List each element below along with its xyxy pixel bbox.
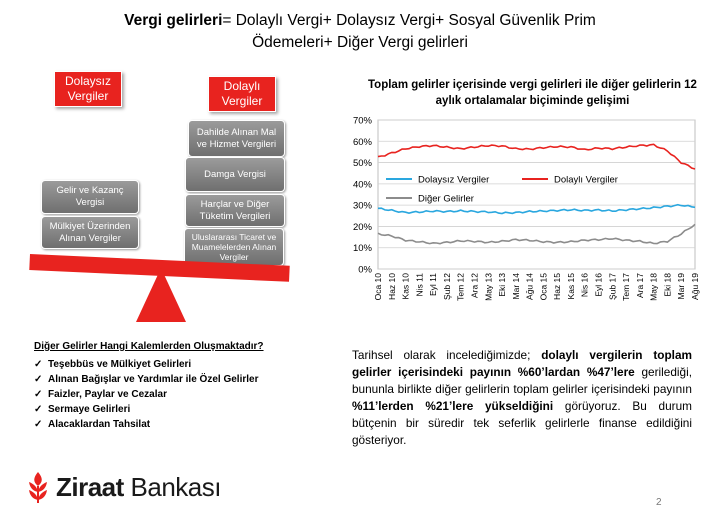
title-rest-line1: = Dolaylı Vergi+ Dolaysız Vergi+ Sosyal Güvenlik Prim [222,12,596,29]
ziraat-logo [26,470,221,504]
left-item-2-label: Mülkiyet Üzerinden Alınan Vergiler [49,220,131,244]
other-income-list [34,357,258,432]
para-text-1: Tarihsel olarak incelediğimizde; [352,348,542,362]
indirect-taxes-label: Dolaylı Vergiler [221,79,263,108]
right-item-2-label: Damga Vergisi [204,168,266,180]
logo-text-rest: Bankası [123,471,221,502]
x-tick-label: Oca 10 [373,273,383,301]
chart-title: Toplam gelirler içerisinde vergi gelirleri ile diğer gelirlerin 12 aylık ortalamalar biçiminde gelişimi [368,79,697,107]
right-item-2 [185,157,285,192]
x-tick-label: Kas 15 [565,273,576,300]
direct-taxes-label: Dolaysız Vergiler [64,74,111,103]
x-tick-label: Ara 12 [469,273,480,299]
check-icon: ✓ [34,404,43,415]
legend-label: Dolaylı Vergiler [554,174,618,186]
other-income-title: Diğer Gelirler Hangi Kalemlerden Oluşmaktadır? [34,341,264,352]
indirect-label-box-right [208,76,276,112]
para-text-3: görüyoruz. Bu durum bütçenin bir süredir tek seferlik gelirlerle finanse edildiğini gösteriyor. [352,399,692,447]
legend-label: Dolaysız Vergiler [418,174,490,186]
line-chart [340,108,705,323]
left-item-1 [41,180,139,214]
list-item [34,357,258,372]
list-item-label: Sermaye Gelirleri [48,404,131,415]
indirect-label-box-left [54,71,122,107]
x-tick-label: Ara 17 [634,273,645,299]
y-tick-label: 30% [352,200,372,212]
x-tick-label: Mar 19 [676,273,687,300]
x-tick-label: Şub 17 [607,273,618,300]
check-icon: ✓ [34,359,43,370]
x-tick-label: Nis 11 [414,273,425,297]
y-axis-ticks [353,116,373,276]
scale-fulcrum [136,268,186,322]
y-tick-label: 0% [358,264,372,276]
left-item-1-label: Gelir ve Kazanç Vergisi [56,185,124,208]
x-tick-label: Ağu 14 [524,273,535,300]
right-item-1-label: Dahilde Alınan Mal ve Hizmet Vergileri [196,126,277,150]
title-bold: Vergi gelirleri [124,12,223,29]
list-item [34,417,258,432]
para-bold-1: dolaylı vergilerin toplam gelirler içerisindeki payının %60’lardan %47’lere [352,348,693,379]
x-tick-label: Nis 16 [579,273,590,298]
x-tick-label: Haz 15 [552,273,563,300]
right-item-3-label: Harçlar ve Diğer Tüketim Vergileri [199,198,271,222]
series-line-0 [378,205,695,214]
series-line-1 [378,144,695,169]
x-tick-label: Mar 14 [510,273,521,300]
check-icon: ✓ [34,389,43,400]
x-tick-label: Eki 13 [497,273,508,297]
y-tick-label: 50% [352,158,372,170]
x-tick-label: Tem 17 [621,273,632,301]
wheat-emblem-icon [26,470,50,504]
left-item-2 [41,216,139,249]
x-tick-label: Eki 18 [662,273,673,297]
x-tick-label: Ağu 19 [690,273,700,300]
x-tick-label: Oca 15 [538,273,549,301]
x-tick-label: Tem 12 [455,273,466,301]
list-item-label: Alınan Bağışlar ve Yardımlar ile Özel Gelirler [48,374,259,385]
x-tick-label: May 18 [648,273,659,301]
list-item-label: Teşebbüs ve Mülkiyet Gelirleri [48,359,192,370]
chart-legend [386,175,618,205]
x-axis-ticks [373,273,700,301]
y-tick-label: 20% [352,221,372,233]
list-item [34,372,258,387]
y-tick-label: 10% [352,243,372,255]
y-tick-label: 70% [352,115,372,127]
x-tick-label: May 13 [483,273,494,301]
x-tick-label: Haz 10 [386,273,397,300]
para-text-2: gerilediği, bununla birlikte diğer gelirlerin toplam gelirler içerisindeki payının [352,365,692,396]
para-bold-2: %11’lerden %21’lere yükseldiğini [352,399,554,413]
right-item-4 [184,228,284,266]
x-tick-label: Eyl 16 [593,273,604,297]
page-number: 2 [656,497,662,508]
list-item-label: Faizler, Paylar ve Cezalar [48,389,167,400]
check-icon: ✓ [34,374,43,385]
right-item-3 [185,194,285,227]
right-item-1 [188,120,285,157]
check-icon: ✓ [34,419,43,430]
analysis-paragraph [352,347,692,449]
right-item-4-label: Uluslararası Ticaret ve Muamelelerden Alınan Vergiler [191,232,277,262]
y-tick-label: 40% [352,179,372,191]
series-line-2 [378,224,695,243]
logo-text [56,472,221,503]
title-rest-line2: Ödemeleri+ Diğer Vergi gelirleri [252,34,468,51]
x-tick-label: Kas 10 [400,273,411,300]
x-tick-label: Şub 12 [441,273,452,300]
logo-text-bold: Ziraat [56,471,124,502]
list-item-label: Alacaklardan Tahsilat [48,419,151,430]
slide-title [60,10,660,54]
y-tick-label: 60% [352,136,372,148]
list-item [34,387,258,402]
list-item [34,402,258,417]
legend-label: Diğer Gelirler [418,193,474,205]
x-tick-label: Eyl 11 [428,273,439,296]
